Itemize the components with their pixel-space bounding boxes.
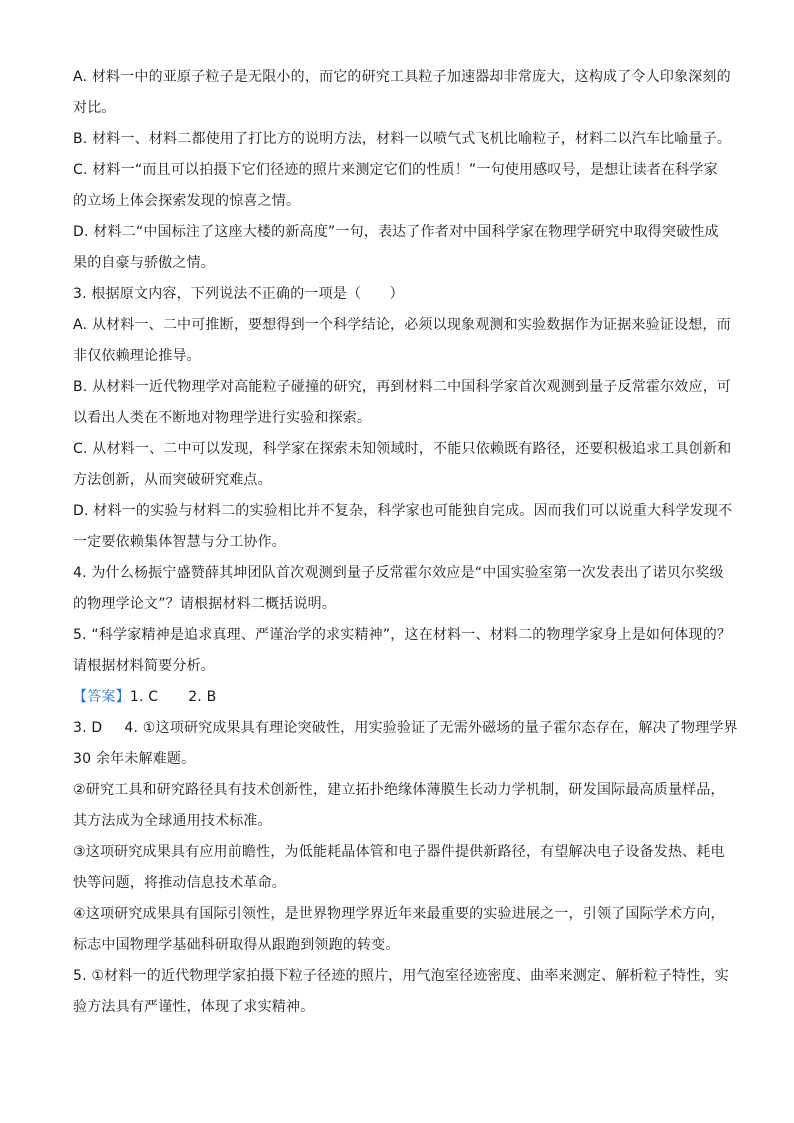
answer-4-point-3-line-2: 快等问题，将推动信息技术革命。	[73, 875, 286, 891]
q3-option-c-line-1: C. 从材料一、二中可以发现，科学家在探索未知领域时，不能只依赖既有路径，还要积极追求工具创新和	[73, 441, 732, 457]
option-a-line-1: A. 材料一中的亚原子粒子是无限小的，而它的研究工具粒子加速器却非常庞大，这构成了令人印象深刻的	[73, 69, 731, 85]
option-b-line-1: B. 材料一、材料二都使用了打比方的说明方法，材料一以喷气式飞机比喻粒子，材料二以汽车比喻量子。	[73, 131, 732, 147]
answer-4-point-2-line-1: ②研究工具和研究路径具有技术创新性，建立拓扑绝缘体薄膜生长动力学机制，研发国际最高质量样品，	[73, 782, 725, 798]
q3-option-d-line-1: D. 材料一的实验与材料二的实验相比并不复杂，科学家也可能独自完成。因而我们可以说重大科学发现不	[73, 503, 733, 519]
answer-3: 3. D	[73, 720, 103, 736]
question-3-stem: 3. 根据原文内容，下列说法不正确的一项是（ ）	[73, 286, 404, 302]
option-c-line-1: C. 材料一“而且可以拍摄下它们径迹的照片来测定它们的性质！”一句使用感叹号，是想让读者在科学家	[73, 162, 718, 178]
answer-line-2	[73, 713, 738, 744]
option-d-line-1: D. 材料二“中国标注了这座大楼的新高度”一句，表达了作者对中国科学家在物理学研究中取得突破性成	[73, 224, 719, 240]
answer-line-1	[73, 682, 723, 713]
question-5-line-2: 请根据材料简要分析。	[73, 658, 215, 674]
question-5-line-1: 5. “科学家精神是追求真理、严谨治学的求实精神”，这在材料一、材料二的物理学家身上是如何体现的？	[73, 627, 732, 643]
answer-4-line-2: 30 余年未解难题。	[73, 751, 196, 767]
document-body	[73, 62, 738, 1023]
q3-option-a-line-1: A. 从材料一、二中可推断，要想得到一个科学结论，必须以现象观测和实验数据作为证据来验证设想，而	[73, 317, 731, 333]
answer-1: 1. C	[129, 689, 159, 705]
option-a-line-2: 对比。	[73, 100, 116, 116]
answer-5-line-2: 验方法具有严谨性，体现了求实精神。	[73, 999, 315, 1015]
answer-2: 2. B	[188, 689, 217, 705]
q3-option-b-line-1: B. 从材料一近代物理学对高能粒子碰撞的研究，再到材料二中国科学家首次观测到量子反常霍尔效应，可	[73, 379, 732, 395]
question-4-line-1: 4. 为什么杨振宁盛赞薛其坤团队首次观测到量子反常霍尔效应是“中国实验室第一次发表出了诺贝尔奖级	[73, 565, 724, 581]
q3-option-a-line-2: 非仅依赖理论推导。	[73, 348, 201, 364]
question-4-line-2: 的物理学论文”？请根据材料二概括说明。	[73, 596, 337, 612]
answer-4-point-4-line-1: ④这项研究成果具有国际引领性，是世界物理学界近年来最重要的实验进展之一，引领了国际学术方向，	[73, 906, 725, 922]
q3-option-b-line-2: 以看出人类在不断地对物理学进行实验和探索。	[73, 410, 372, 426]
answer-4-point-3-line-1: ③这项研究成果具有应用前瞻性，为低能耗晶体管和电子器件提供新路径，有望解决电子设备发热、耗电	[73, 844, 725, 860]
answer-4-point-2-line-2: 其方法成为全球通用技术标准。	[73, 813, 272, 829]
answer-4-point-4-line-2: 标志中国物理学基础科研取得从跟跑到领跑的转变。	[73, 937, 400, 953]
q3-option-c-line-2: 方法创新，从而突破研究难点。	[73, 472, 272, 488]
answer-5-line-1: 5. ①材料一的近代物理学家拍摄下粒子径迹的照片，用气泡室径迹密度、曲率来测定、解析粒子特性，实	[73, 968, 729, 984]
q3-option-d-line-2: 一定要依赖集体智慧与分工协作。	[73, 534, 286, 550]
option-d-line-2: 果的自豪与骄傲之情。	[73, 255, 215, 271]
answer-4-line-1: 4. ①这项研究成果具有理论突破性，用实验验证了无需外磁场的量子霍尔态存在，解决了物理学界	[124, 720, 738, 736]
option-c-line-2: 的立场上体会探索发现的惊喜之情。	[73, 193, 301, 209]
answer-tag: 【答案】	[73, 689, 130, 705]
